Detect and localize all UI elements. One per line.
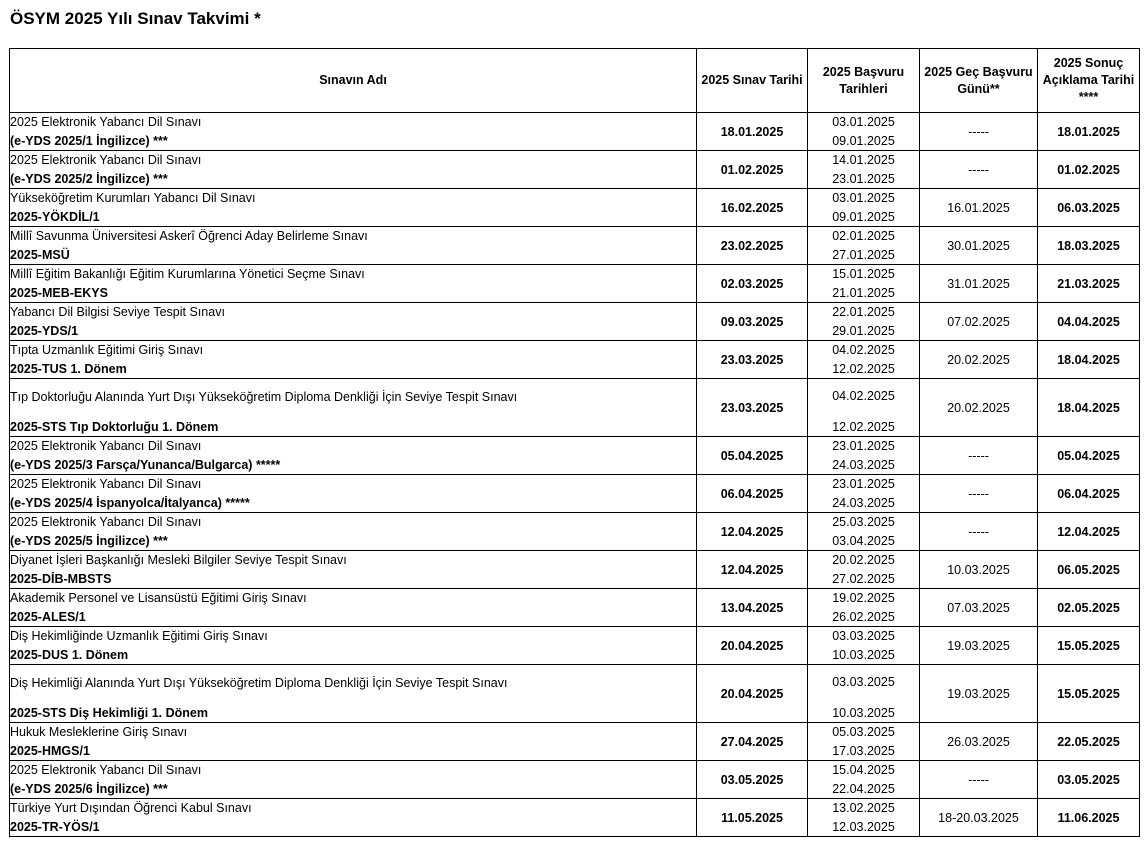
late-application-date: ----- <box>920 761 1038 799</box>
application-end-date: 26.02.2025 <box>832 609 895 624</box>
application-start-date: 05.03.2025 <box>832 725 895 739</box>
exam-name: 2025 Elektronik Yabancı Dil Sınavı <box>10 439 202 453</box>
application-start-date: 14.01.2025 <box>832 153 895 167</box>
exam-name-cell <box>10 227 697 265</box>
late-application-date: 30.01.2025 <box>920 227 1038 265</box>
exam-code: (e-YDS 2025/3 Farsça/Yunanca/Bulgarca) ***** <box>10 458 281 472</box>
table-row <box>10 227 1140 265</box>
application-dates-cell <box>808 665 920 723</box>
application-start-date: 04.02.2025 <box>832 343 895 357</box>
application-start-date: 20.02.2025 <box>832 553 895 567</box>
application-end-date: 03.04.2025 <box>832 533 895 548</box>
application-start-date: 23.01.2025 <box>832 439 895 453</box>
exam-name: 2025 Elektronik Yabancı Dil Sınavı <box>10 763 202 777</box>
application-end-date: 22.04.2025 <box>832 781 895 796</box>
exam-name-cell <box>10 589 697 627</box>
application-dates-cell <box>808 799 920 837</box>
exam-code: 2025-DUS 1. Dönem <box>10 648 129 662</box>
application-start-date: 23.01.2025 <box>832 477 895 491</box>
result-date: 15.05.2025 <box>1038 627 1140 665</box>
exam-code: 2025-ALES/1 <box>10 610 86 624</box>
exam-code: 2025-TR-YÖS/1 <box>10 820 100 834</box>
table-row <box>10 551 1140 589</box>
header-exam-date: 2025 Sınav Tarihi <box>697 49 808 113</box>
exam-code: 2025-TUS 1. Dönem <box>10 362 127 376</box>
application-end-date: 27.01.2025 <box>832 247 895 262</box>
exam-name-cell <box>10 379 697 437</box>
result-date: 02.05.2025 <box>1038 589 1140 627</box>
exam-date: 23.03.2025 <box>697 379 808 437</box>
table-row <box>10 341 1140 379</box>
application-dates-cell <box>808 189 920 227</box>
exam-code: 2025-DİB-MBSTS <box>10 572 112 586</box>
application-end-date: 10.03.2025 <box>832 706 895 720</box>
late-application-date: 26.03.2025 <box>920 723 1038 761</box>
application-dates-cell <box>808 341 920 379</box>
exam-date: 12.04.2025 <box>697 513 808 551</box>
exam-code: 2025-MSÜ <box>10 248 70 262</box>
exam-name: Diş Hekimliğinde Uzmanlık Eğitimi Giriş Sınavı <box>10 629 268 643</box>
exam-date: 12.04.2025 <box>697 551 808 589</box>
result-date: 18.04.2025 <box>1038 379 1140 437</box>
exam-code: 2025-HMGS/1 <box>10 744 90 758</box>
application-start-date: 15.04.2025 <box>832 763 895 777</box>
exam-name: 2025 Elektronik Yabancı Dil Sınavı <box>10 153 202 167</box>
exam-name: Millî Savunma Üniversitesi Askerî Öğrenci Aday Belirleme Sınavı <box>10 229 368 243</box>
header-row <box>10 49 1140 113</box>
header-late-application: 2025 Geç Başvuru Günü** <box>920 49 1038 113</box>
late-application-date: 19.03.2025 <box>920 665 1038 723</box>
exam-code: 2025-STS Diş Hekimliği 1. Dönem <box>10 706 208 720</box>
application-start-date: 03.03.2025 <box>832 675 895 689</box>
application-dates-cell <box>808 437 920 475</box>
application-end-date: 27.02.2025 <box>832 571 895 586</box>
exam-calendar-table <box>9 48 1140 837</box>
application-end-date: 12.03.2025 <box>832 819 895 834</box>
application-end-date: 09.01.2025 <box>832 209 895 224</box>
table-row <box>10 303 1140 341</box>
exam-date: 18.01.2025 <box>697 113 808 151</box>
exam-code: (e-YDS 2025/6 İngilizce) *** <box>10 782 168 796</box>
result-date: 05.04.2025 <box>1038 437 1140 475</box>
late-application-date: 16.01.2025 <box>920 189 1038 227</box>
exam-name: 2025 Elektronik Yabancı Dil Sınavı <box>10 515 202 529</box>
exam-code: (e-YDS 2025/4 İspanyolca/İtalyanca) ***** <box>10 496 250 510</box>
exam-name-cell <box>10 151 697 189</box>
table-row <box>10 723 1140 761</box>
exam-code: (e-YDS 2025/1 İngilizce) *** <box>10 134 168 148</box>
exam-name-cell <box>10 551 697 589</box>
late-application-date: ----- <box>920 113 1038 151</box>
table-row <box>10 513 1140 551</box>
application-end-date: 12.02.2025 <box>832 420 895 434</box>
page-title: ÖSYM 2025 Yılı Sınav Takvimi * <box>10 9 261 28</box>
late-application-date: 19.03.2025 <box>920 627 1038 665</box>
application-start-date: 02.01.2025 <box>832 229 895 243</box>
application-start-date: 15.01.2025 <box>832 267 895 281</box>
result-date: 06.05.2025 <box>1038 551 1140 589</box>
application-dates-cell <box>808 513 920 551</box>
table-row <box>10 437 1140 475</box>
table-row <box>10 475 1140 513</box>
result-date: 06.04.2025 <box>1038 475 1140 513</box>
late-application-date: 20.02.2025 <box>920 341 1038 379</box>
application-start-date: 25.03.2025 <box>832 515 895 529</box>
exam-date: 27.04.2025 <box>697 723 808 761</box>
exam-name: Diş Hekimliği Alanında Yurt Dışı Yükseköğretim Diploma Denkliği İçin Seviye Tespit Sınavı <box>10 676 508 690</box>
table-row <box>10 151 1140 189</box>
exam-name: Millî Eğitim Bakanlığı Eğitim Kurumlarına Yönetici Seçme Sınavı <box>10 267 365 281</box>
exam-name-cell <box>10 513 697 551</box>
application-end-date: 23.01.2025 <box>832 171 895 186</box>
application-start-date: 19.02.2025 <box>832 591 895 605</box>
late-application-date: ----- <box>920 437 1038 475</box>
table-row <box>10 761 1140 799</box>
application-start-date: 13.02.2025 <box>832 801 895 815</box>
exam-name-cell <box>10 265 697 303</box>
result-date: 22.05.2025 <box>1038 723 1140 761</box>
exam-code: 2025-YÖKDİL/1 <box>10 210 100 224</box>
exam-name-cell <box>10 627 697 665</box>
result-date: 06.03.2025 <box>1038 189 1140 227</box>
result-date: 01.02.2025 <box>1038 151 1140 189</box>
exam-name: 2025 Elektronik Yabancı Dil Sınavı <box>10 477 202 491</box>
table-row <box>10 189 1140 227</box>
application-start-date: 03.03.2025 <box>832 629 895 643</box>
exam-code: (e-YDS 2025/2 İngilizce) *** <box>10 172 168 186</box>
exam-rows <box>10 113 1140 837</box>
header-exam-name: Sınavın Adı <box>10 49 697 113</box>
table-row <box>10 379 1140 437</box>
late-application-date: 20.02.2025 <box>920 379 1038 437</box>
application-dates-cell <box>808 379 920 437</box>
exam-date: 13.04.2025 <box>697 589 808 627</box>
exam-date: 16.02.2025 <box>697 189 808 227</box>
header-application-dates: 2025 Başvuru Tarihleri <box>808 49 920 113</box>
application-dates-cell <box>808 265 920 303</box>
exam-date: 03.05.2025 <box>697 761 808 799</box>
exam-name: Yabancı Dil Bilgisi Seviye Tespit Sınavı <box>10 305 225 319</box>
late-application-date: 07.03.2025 <box>920 589 1038 627</box>
application-dates-cell <box>808 113 920 151</box>
exam-code: 2025-STS Tıp Doktorluğu 1. Dönem <box>10 420 219 434</box>
exam-name-cell <box>10 437 697 475</box>
result-date: 12.04.2025 <box>1038 513 1140 551</box>
exam-name: Hukuk Mesleklerine Giriş Sınavı <box>10 725 188 739</box>
application-dates-cell <box>808 551 920 589</box>
application-start-date: 03.01.2025 <box>832 115 895 129</box>
exam-name-cell <box>10 665 697 723</box>
late-application-date: 18-20.03.2025 <box>920 799 1038 837</box>
exam-name: Tıp Doktorluğu Alanında Yurt Dışı Yükseköğretim Diploma Denkliği İçin Seviye Tespit Sınavı <box>10 390 518 404</box>
result-date: 04.04.2025 <box>1038 303 1140 341</box>
exam-code: 2025-YDS/1 <box>10 324 79 338</box>
exam-name: Tıpta Uzmanlık Eğitimi Giriş Sınavı <box>10 343 204 357</box>
exam-name-cell <box>10 761 697 799</box>
result-date: 03.05.2025 <box>1038 761 1140 799</box>
application-dates-cell <box>808 761 920 799</box>
exam-name: Türkiye Yurt Dışından Öğrenci Kabul Sınavı <box>10 801 252 815</box>
application-dates-cell <box>808 227 920 265</box>
exam-name-cell <box>10 113 697 151</box>
exam-name-cell <box>10 341 697 379</box>
application-end-date: 12.02.2025 <box>832 361 895 376</box>
exam-date: 05.04.2025 <box>697 437 808 475</box>
application-end-date: 09.01.2025 <box>832 133 895 148</box>
header-result-date: 2025 Sonuç Açıklama Tarihi **** <box>1038 49 1140 113</box>
exam-code: (e-YDS 2025/5 İngilizce) *** <box>10 534 168 548</box>
application-dates-cell <box>808 723 920 761</box>
table-row <box>10 799 1140 837</box>
exam-name: Yükseköğretim Kurumları Yabancı Dil Sınavı <box>10 191 256 205</box>
application-start-date: 04.02.2025 <box>832 389 895 403</box>
late-application-date: 07.02.2025 <box>920 303 1038 341</box>
table-row <box>10 665 1140 723</box>
late-application-date: ----- <box>920 513 1038 551</box>
exam-name-cell <box>10 189 697 227</box>
result-date: 15.05.2025 <box>1038 665 1140 723</box>
application-start-date: 03.01.2025 <box>832 191 895 205</box>
application-dates-cell <box>808 475 920 513</box>
application-dates-cell <box>808 151 920 189</box>
exam-date: 01.02.2025 <box>697 151 808 189</box>
exam-date: 06.04.2025 <box>697 475 808 513</box>
exam-date: 23.02.2025 <box>697 227 808 265</box>
exam-name: 2025 Elektronik Yabancı Dil Sınavı <box>10 115 202 129</box>
table-row <box>10 627 1140 665</box>
result-date: 21.03.2025 <box>1038 265 1140 303</box>
late-application-date: 10.03.2025 <box>920 551 1038 589</box>
exam-date: 20.04.2025 <box>697 665 808 723</box>
application-end-date: 29.01.2025 <box>832 323 895 338</box>
table-row <box>10 265 1140 303</box>
application-end-date: 10.03.2025 <box>832 647 895 662</box>
exam-code: 2025-MEB-EKYS <box>10 286 108 300</box>
late-application-date: ----- <box>920 475 1038 513</box>
application-dates-cell <box>808 303 920 341</box>
exam-date: 11.05.2025 <box>697 799 808 837</box>
application-end-date: 24.03.2025 <box>832 495 895 510</box>
exam-name-cell <box>10 723 697 761</box>
result-date: 18.01.2025 <box>1038 113 1140 151</box>
exam-name: Diyanet İşleri Başkanlığı Mesleki Bilgiler Seviye Tespit Sınavı <box>10 553 347 567</box>
exam-name-cell <box>10 475 697 513</box>
table-row <box>10 589 1140 627</box>
exam-date: 23.03.2025 <box>697 341 808 379</box>
application-end-date: 17.03.2025 <box>832 743 895 758</box>
application-end-date: 24.03.2025 <box>832 457 895 472</box>
application-start-date: 22.01.2025 <box>832 305 895 319</box>
application-end-date: 21.01.2025 <box>832 285 895 300</box>
late-application-date: ----- <box>920 151 1038 189</box>
application-dates-cell <box>808 589 920 627</box>
result-date: 11.06.2025 <box>1038 799 1140 837</box>
exam-name-cell <box>10 799 697 837</box>
result-date: 18.03.2025 <box>1038 227 1140 265</box>
application-dates-cell <box>808 627 920 665</box>
exam-date: 20.04.2025 <box>697 627 808 665</box>
table-row <box>10 113 1140 151</box>
exam-name-cell <box>10 303 697 341</box>
late-application-date: 31.01.2025 <box>920 265 1038 303</box>
exam-date: 02.03.2025 <box>697 265 808 303</box>
exam-date: 09.03.2025 <box>697 303 808 341</box>
result-date: 18.04.2025 <box>1038 341 1140 379</box>
exam-name: Akademik Personel ve Lisansüstü Eğitimi Giriş Sınavı <box>10 591 307 605</box>
